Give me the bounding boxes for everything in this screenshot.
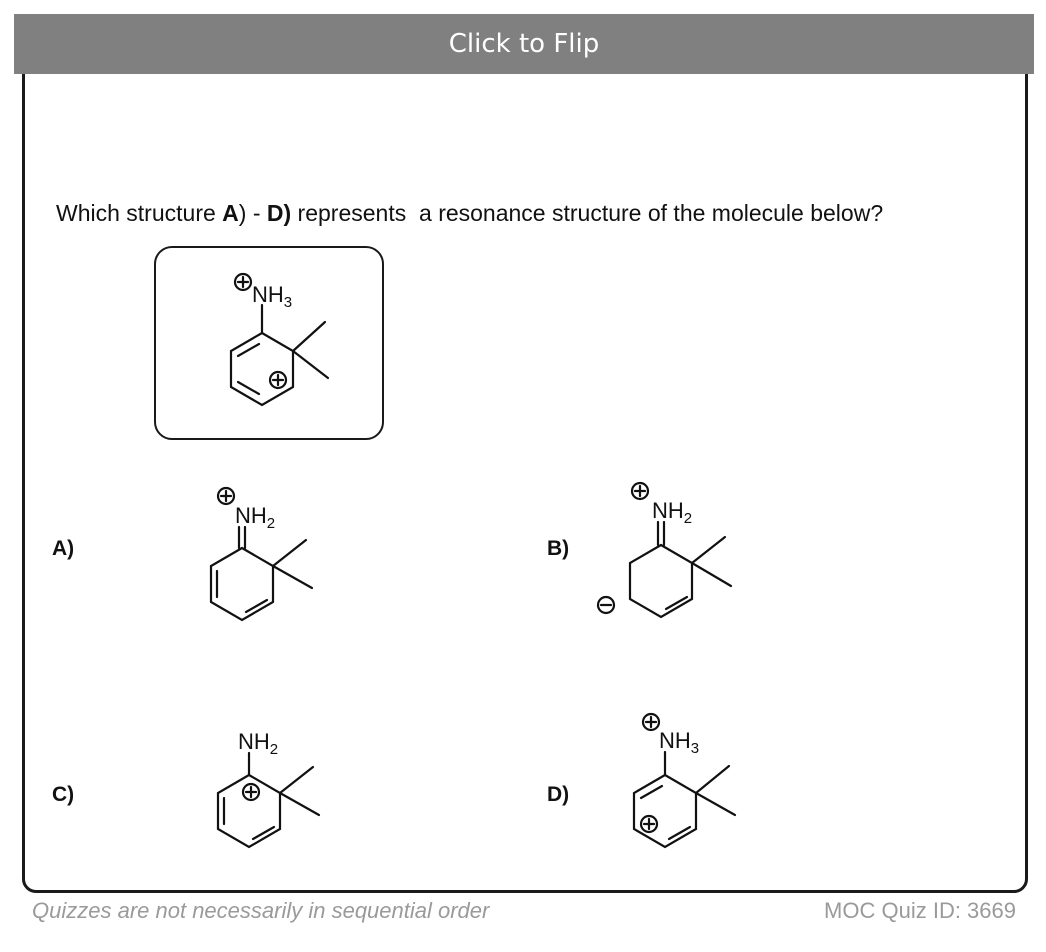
quiz-id: MOC Quiz ID: 3669	[824, 898, 1016, 923]
reference-molecule-box	[154, 246, 384, 440]
click-to-flip-bar[interactable]	[14, 14, 1034, 74]
sequence-note: Quizzes are not necessarily in sequential order	[32, 898, 490, 923]
flashcard[interactable]	[22, 20, 1028, 893]
svg-text:NH2: $NH_2$	[235, 503, 276, 532]
option-b-label[interactable]: B)	[547, 537, 570, 560]
option-d-label[interactable]: D)	[547, 783, 570, 806]
click-to-flip-label: Click to Flip	[448, 29, 600, 59]
svg-text:NH2: $NH_2$	[652, 498, 693, 527]
svg-text:NH2: $NH_2$	[238, 729, 279, 758]
question-text: Which structure A) - D) represents a resonance structure of the molecule below?	[56, 200, 884, 226]
svg-text:NH3: $NH_3$	[252, 282, 293, 311]
option-a-label[interactable]: A)	[52, 537, 75, 560]
svg-text:NH3: $NH_3$	[659, 728, 700, 757]
option-c-label[interactable]: C)	[52, 783, 75, 806]
